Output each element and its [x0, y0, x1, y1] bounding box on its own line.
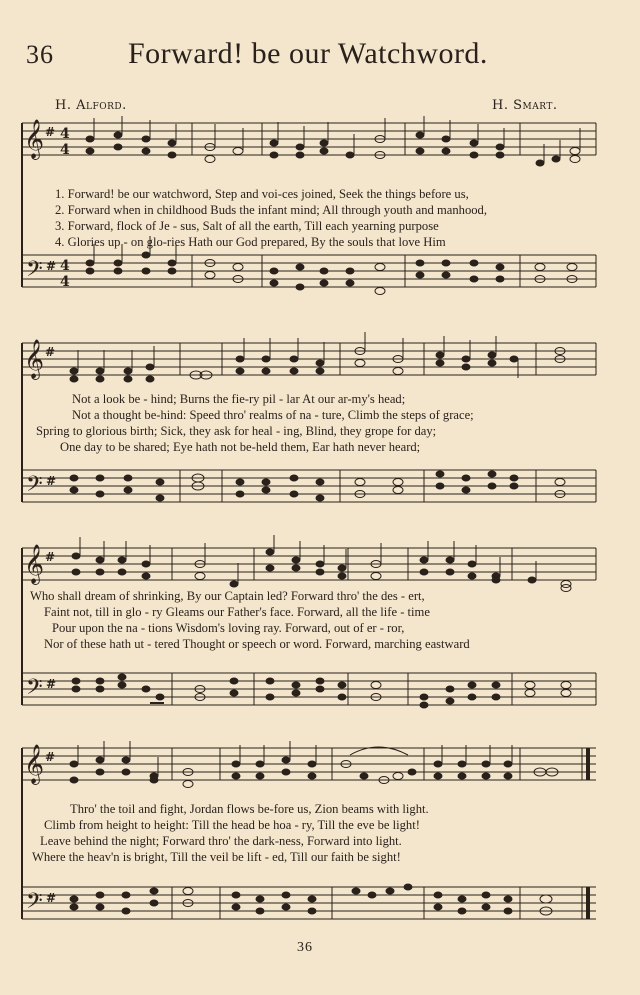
words-author: H. Alford.: [55, 98, 127, 113]
svg-text:#: #: [46, 474, 57, 488]
svg-text:#: #: [45, 125, 56, 139]
hymn-number: 36: [26, 40, 54, 69]
lyric-line: Where the heav'n is bright, Till the veil be lift - ed, Till our faith be sight!: [32, 850, 401, 864]
svg-text:𝄞: 𝄞: [24, 544, 45, 584]
svg-text:𝄢: 𝄢: [26, 675, 43, 705]
page-number: 36: [297, 940, 313, 955]
lyric-line: Who shall dream of shrinking, By our Captain led? Forward thro' the des - ert,: [30, 589, 425, 603]
svg-text:4: 4: [60, 126, 70, 142]
svg-text:𝄢: 𝄢: [26, 472, 43, 502]
svg-text:𝄢: 𝄢: [26, 257, 43, 287]
svg-text:𝄢: 𝄢: [26, 889, 43, 919]
lyric-line: One day to be shared; Eye hath not be-held them, Ear hath never heard;: [60, 440, 421, 454]
lyric-line: 2. Forward when in childhood Buds the infant mind; All through youth and manhood,: [55, 203, 487, 217]
music-composer: H. Smart.: [492, 98, 558, 113]
svg-text:4: 4: [60, 258, 70, 274]
svg-text:4: 4: [60, 142, 70, 158]
lyric-line: Spring to glorious birth; Sick, they ask for heal - ing, Blind, they grope for day;: [36, 424, 437, 438]
svg-text:#: #: [45, 550, 56, 564]
lyric-line: Pour upon the na - tions Wisdom's loving ray. Forward, out of er - ror,: [52, 621, 405, 635]
svg-text:#: #: [46, 891, 57, 905]
svg-text:𝄞: 𝄞: [24, 744, 45, 784]
lyric-line: Nor of these hath ut - tered Thought or speech or word. Forward, marching eastward: [44, 637, 470, 651]
lyric-line: Faint not, till in glo - ry Gleams our Father's face. Forward, all the life - time: [44, 605, 430, 619]
svg-text:𝄞: 𝄞: [24, 119, 45, 159]
svg-text:#: #: [45, 345, 56, 359]
lyric-line: 3. Forward, flock of Je - sus, Salt of all the earth, Till each yearning purpose: [55, 219, 439, 233]
lyric-line: 1. Forward! be our watchword, Step and voi-ces joined, Seek the things before us,: [55, 187, 469, 201]
svg-text:#: #: [46, 259, 57, 273]
svg-text:4: 4: [60, 274, 70, 290]
lyric-line: Not a thought be-hind: Speed thro' realms of na - ture, Climb the steps of grace;: [72, 408, 474, 422]
lyric-line: Climb from height to height: Till the head be hoa - ry, Till the eve be light!: [44, 818, 420, 832]
lyric-line: Leave behind the night; Forward thro' the dark-ness, Forward into light.: [40, 834, 402, 848]
lyric-line: Thro' the toil and fight, Jordan flows be-fore us, Zion beams with light.: [70, 802, 429, 816]
svg-text:#: #: [46, 677, 57, 691]
hymn-title: Forward! be our Watchword.: [128, 37, 488, 70]
lyric-line: Not a look be - hind; Burns the fie-ry pil - lar At our ar-my's head;: [72, 392, 406, 406]
svg-text:𝄞: 𝄞: [24, 339, 45, 379]
lyric-line: 4. Glories up - on glo-ries Hath our God prepared, By the souls that love Him: [55, 235, 446, 249]
svg-text:#: #: [45, 750, 56, 764]
